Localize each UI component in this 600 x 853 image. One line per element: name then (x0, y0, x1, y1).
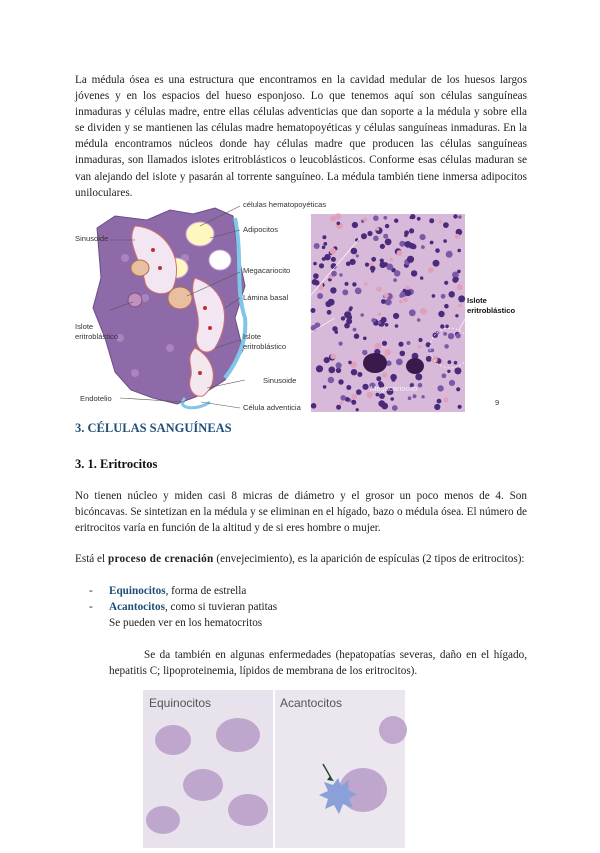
micrograph-cell (335, 330, 339, 334)
label-megacariocito: Megacariocito (243, 266, 291, 275)
micrograph-cell (407, 256, 414, 263)
micrograph-cell (446, 251, 453, 258)
micrograph-cell (384, 293, 389, 298)
micrograph-cell (349, 308, 352, 311)
crenated-cells-figure (143, 690, 405, 848)
label-endotelio: Endotelio (80, 394, 112, 403)
micrograph-cell (385, 323, 389, 327)
micrograph-cell (445, 325, 449, 329)
micrograph-cell (322, 235, 326, 239)
crenacion-post: (envejecimiento), es la aparición de espículas (2 tipos de eritrocitos): (213, 553, 525, 565)
micrograph-cell (323, 242, 327, 246)
micrograph-cell (356, 408, 359, 411)
micrograph-cell (429, 218, 434, 223)
micrograph-cell (420, 308, 427, 315)
micrograph-cell (421, 245, 425, 249)
label-sinusoide-left: Sinusoide (75, 234, 109, 243)
micrograph-cell (352, 282, 356, 286)
micrograph-cell (338, 379, 343, 384)
enfermedades-paragraph: Se da también en algunas enfermedades (hepatopatías severas, daño en el hígado, hepatitis C; lipoproteinemia, lípidos de membrana de los eritrocitos). (109, 649, 527, 678)
micrograph-cell (395, 324, 399, 328)
micrograph-cell (437, 385, 443, 391)
micrograph-cell (397, 250, 403, 256)
list-item (89, 599, 529, 615)
micrograph-cell (319, 263, 324, 268)
micrograph-cell (339, 342, 343, 346)
micrograph-cell (409, 309, 416, 316)
micrograph-cell (336, 368, 341, 373)
micrograph-cell (455, 234, 460, 239)
micrograph-cell (385, 299, 392, 306)
micrograph-cell (328, 367, 335, 374)
micrograph-cell (455, 314, 458, 317)
micrograph-cell (381, 317, 387, 323)
micrograph-cell (324, 357, 330, 363)
micrograph-cell (330, 287, 336, 293)
micrograph-cell (444, 281, 448, 285)
label-celula-adventicia: Célula adventicia (243, 403, 301, 412)
crenacion-paragraph (75, 551, 527, 567)
micrograph-cell (393, 278, 397, 282)
micrograph-cell (456, 333, 461, 338)
list-item-desc: , forma de estrella (165, 585, 247, 597)
term-acantocitos: Acantocitos (109, 601, 165, 613)
micrograph-cell (351, 394, 357, 400)
micrograph-cell (415, 373, 422, 380)
micrograph-cell (454, 361, 458, 365)
micrograph-cell (360, 313, 364, 317)
micrograph-cell (330, 215, 336, 221)
micrograph-cell (361, 233, 367, 239)
micrograph-cell (330, 248, 336, 254)
micrograph-cell (458, 215, 462, 219)
micrograph-label-megacariocito: Megacariocito (370, 384, 418, 393)
micrograph-cell (386, 264, 393, 271)
micrograph-cell (331, 271, 337, 277)
micrograph-cell (458, 405, 462, 409)
micrograph-cell (336, 362, 342, 368)
micrograph-cell (370, 266, 376, 272)
label-sinusoide-bottom: Sinusoide (263, 376, 297, 385)
micrograph-cell (394, 270, 400, 276)
label-lamina-basal: Lámina basal (243, 293, 289, 302)
micrograph-cell (449, 380, 455, 386)
figure-panel-number: 9 (495, 398, 500, 407)
micrograph-cell (452, 277, 458, 283)
list-item-desc: , como si tuvieran patitas (164, 601, 278, 613)
micrograph-label-islote: Islote eritroblástico (467, 296, 516, 315)
micrograph-cell (409, 228, 414, 233)
micrograph-cell (444, 398, 449, 403)
micrograph-cell (314, 243, 320, 249)
micrograph-cell (458, 295, 465, 302)
micrograph-cell (379, 393, 385, 399)
eritrocito-types-list (89, 583, 529, 631)
micrograph-cell (364, 282, 368, 286)
intro-paragraph: La médula ósea es una estructura que encontramos en la cavidad medular de los huesos largos jóvenes y en los espacios del hueso esponjoso. Lo que tenemos aquí son células sanguíneas inmaduras y células madre, entre ellas células adventicias que dan soporte a la médula y sobre ella se dividen y se mantienen las células madre hematopoyéticas y células sanguíneas inmaduras. En la médula encontramos núcleos donde hay células madre que producen las células sanguíneas inmaduras, son llamados islotes eritroblásticos o leucoblásticos. Conforme esas células maduran se van alejando del islote y pasarán al torrente sanguíneo. La médula también tiene inmersa adipocitos uniloculares. (75, 74, 527, 199)
micrograph-cell (447, 370, 450, 373)
micrograph-cell (327, 310, 332, 315)
micrograph-cell (405, 286, 409, 290)
section-heading: 3. CÉLULAS SANGUÍNEAS (75, 421, 232, 435)
micrograph-cell (448, 333, 454, 339)
micrograph-cell (345, 282, 349, 286)
micrograph-cell (444, 304, 449, 309)
micrograph-cell (351, 369, 357, 375)
micrograph-cell (393, 313, 399, 319)
list-item (89, 615, 529, 631)
label-celulas-hematopoyeticas: células hematopoyéticas (243, 200, 327, 209)
micrograph-cell (385, 239, 392, 246)
micrograph-cell (440, 324, 444, 328)
micrograph-cell (357, 372, 362, 377)
micrograph-cell (404, 242, 407, 245)
micrograph-cell (376, 376, 381, 381)
micrograph-cell (314, 280, 318, 284)
micrograph-cell (443, 222, 449, 228)
label-islote-right: Islote eritroblástico (243, 332, 287, 351)
micrograph-cell (322, 257, 326, 261)
micrograph-cell (384, 349, 390, 355)
micrograph-cell (325, 301, 331, 307)
hematocritos-note: Se pueden ver en los hematocritos (109, 617, 263, 629)
micrograph-cell (317, 293, 323, 299)
micrograph-cell (346, 262, 351, 267)
micrograph-cell (443, 332, 447, 336)
crenacion-term: proceso de crenación (107, 553, 214, 565)
micrograph-cell (351, 400, 356, 405)
micrograph-cell (456, 387, 460, 391)
micrograph-cell (428, 267, 434, 273)
micrograph-cell (396, 359, 403, 366)
micrograph-cell (376, 227, 380, 231)
micrograph-cell (403, 297, 408, 302)
micrograph-cell (433, 260, 440, 267)
micrograph-cell (389, 258, 393, 262)
micrograph-cell (348, 361, 352, 365)
micrograph-cell (413, 394, 417, 398)
micrograph-cell (313, 262, 317, 266)
micrograph-cell (356, 389, 362, 395)
micrograph-cell (431, 349, 435, 353)
list-dash: - (89, 585, 93, 597)
micrograph-cell (442, 373, 447, 378)
micrograph-cell (408, 396, 412, 400)
micrograph-cell (322, 246, 326, 250)
micrograph-cell (346, 385, 351, 390)
micrograph-cell (380, 259, 384, 263)
micrograph-cell (381, 403, 388, 410)
micrograph-cell (351, 248, 358, 255)
crenated-cells-image (143, 690, 405, 848)
micrograph-cell (380, 244, 385, 249)
micrograph-cell (341, 316, 345, 320)
micrograph-cell (336, 405, 341, 410)
micrograph-cell (383, 216, 387, 220)
micrograph-cell (330, 354, 336, 360)
micrograph-cell (435, 248, 440, 253)
micrograph-cell (323, 385, 327, 389)
micrograph-cell (339, 401, 343, 405)
micrograph-cell (367, 231, 372, 236)
micrograph-cell (380, 262, 386, 268)
micrograph-cell (382, 372, 387, 377)
label-islote-left: Islote eritroblástico (75, 322, 119, 341)
micrograph-cell (365, 263, 369, 267)
micrograph-cell (438, 311, 444, 317)
term-equinocitos: Equinocitos (109, 585, 166, 597)
micrograph-cell (418, 345, 421, 348)
micrograph-cell (417, 318, 421, 322)
micrograph-cell (356, 254, 359, 257)
micrograph-cell (353, 328, 357, 332)
micrograph-cell (352, 222, 358, 228)
micrograph-cell (385, 224, 389, 228)
micrograph-cell (407, 341, 411, 345)
micrograph-cell (376, 287, 381, 292)
micrograph-cell (418, 383, 423, 388)
micrograph-cell (405, 290, 412, 297)
micrograph-cell (449, 291, 455, 297)
micrograph-cell (339, 273, 342, 276)
micrograph-cell (373, 215, 379, 221)
micrograph-cell (411, 270, 417, 276)
micrograph-cell (441, 294, 446, 299)
micrograph-cell (398, 342, 403, 347)
micrograph-cell (311, 308, 316, 313)
micrograph-cell (373, 236, 379, 242)
micrograph-cell (342, 289, 348, 295)
micrograph-cell (420, 234, 426, 240)
micrograph-cell (363, 217, 367, 221)
micrograph-cell (371, 257, 376, 262)
micrograph-cell (430, 241, 434, 245)
eritrocitos-paragraph: No tienen núcleo y miden casi 8 micras de diámetro y el grosor un poco menos de 4. Son bicóncavas. Se sintetizan en la médula y se eliminan en el hígado, bazo o médula ósea. El número de eritrocitos varía en función de la altitud y de si eres hombre o mujer. (75, 490, 527, 535)
micrograph-cell (331, 257, 336, 262)
micrograph-cell (434, 404, 440, 410)
micrograph-cell (432, 294, 436, 298)
micrograph-cell (394, 219, 398, 223)
micrograph-cell (404, 234, 408, 238)
micrograph-cell (418, 338, 422, 342)
micrograph-cell (337, 222, 341, 226)
micrograph-cell (374, 343, 381, 350)
micrograph-cell (378, 312, 382, 316)
micrograph-cell (443, 239, 447, 243)
micrograph-cell (362, 350, 367, 355)
micrograph-cell (344, 311, 351, 318)
micrograph-cell (439, 220, 442, 223)
label-adipocitos: Adipocitos (243, 225, 279, 234)
micrograph-cell (459, 304, 462, 307)
micrograph-cell (371, 318, 376, 323)
micrograph-cell (382, 341, 387, 346)
micrograph-cell (392, 405, 398, 411)
subsection-heading: 3. 1. Eritrocitos (75, 457, 158, 471)
label-equinocitos: Equinocitos (149, 696, 212, 710)
micrograph-cell (453, 214, 457, 218)
micrograph-cell (399, 300, 403, 304)
micrograph-cell (311, 403, 317, 409)
micrograph-cell (420, 276, 423, 279)
micrograph-cell (400, 351, 406, 357)
crenacion-pre: Está el (75, 553, 108, 565)
micrograph-cell (328, 377, 334, 383)
micrograph-cell (376, 393, 380, 397)
micrograph-cell (383, 234, 388, 239)
list-item (89, 583, 529, 599)
micrograph-cell (363, 337, 367, 341)
micrograph-cell (362, 384, 368, 390)
micrograph-cell (457, 249, 461, 253)
bone-marrow-figure (75, 198, 516, 414)
micrograph-cell (354, 334, 359, 339)
micrograph-cell (381, 299, 386, 304)
micrograph-cell (417, 217, 421, 221)
micrograph-cell (454, 367, 461, 374)
micrograph-cell (313, 273, 319, 279)
micrograph-cell (391, 378, 395, 382)
micrograph-cell (316, 365, 323, 372)
micrograph-cell (448, 360, 452, 364)
micrograph-cell (444, 344, 449, 349)
micrograph-cell (346, 318, 352, 324)
list-dash: - (89, 601, 93, 613)
label-acantocitos: Acantocitos (280, 696, 343, 710)
micrograph-cell (421, 395, 424, 398)
micrograph-cell (390, 397, 394, 401)
micrograph-cell (355, 288, 362, 295)
micrograph-cell (426, 356, 432, 362)
micrograph-cell (340, 395, 346, 401)
micrograph-cell (437, 399, 442, 404)
micrograph-cell (457, 284, 463, 290)
micrograph-cell (457, 270, 461, 274)
micrograph-cell (410, 214, 415, 219)
micrograph-cell (378, 321, 381, 324)
